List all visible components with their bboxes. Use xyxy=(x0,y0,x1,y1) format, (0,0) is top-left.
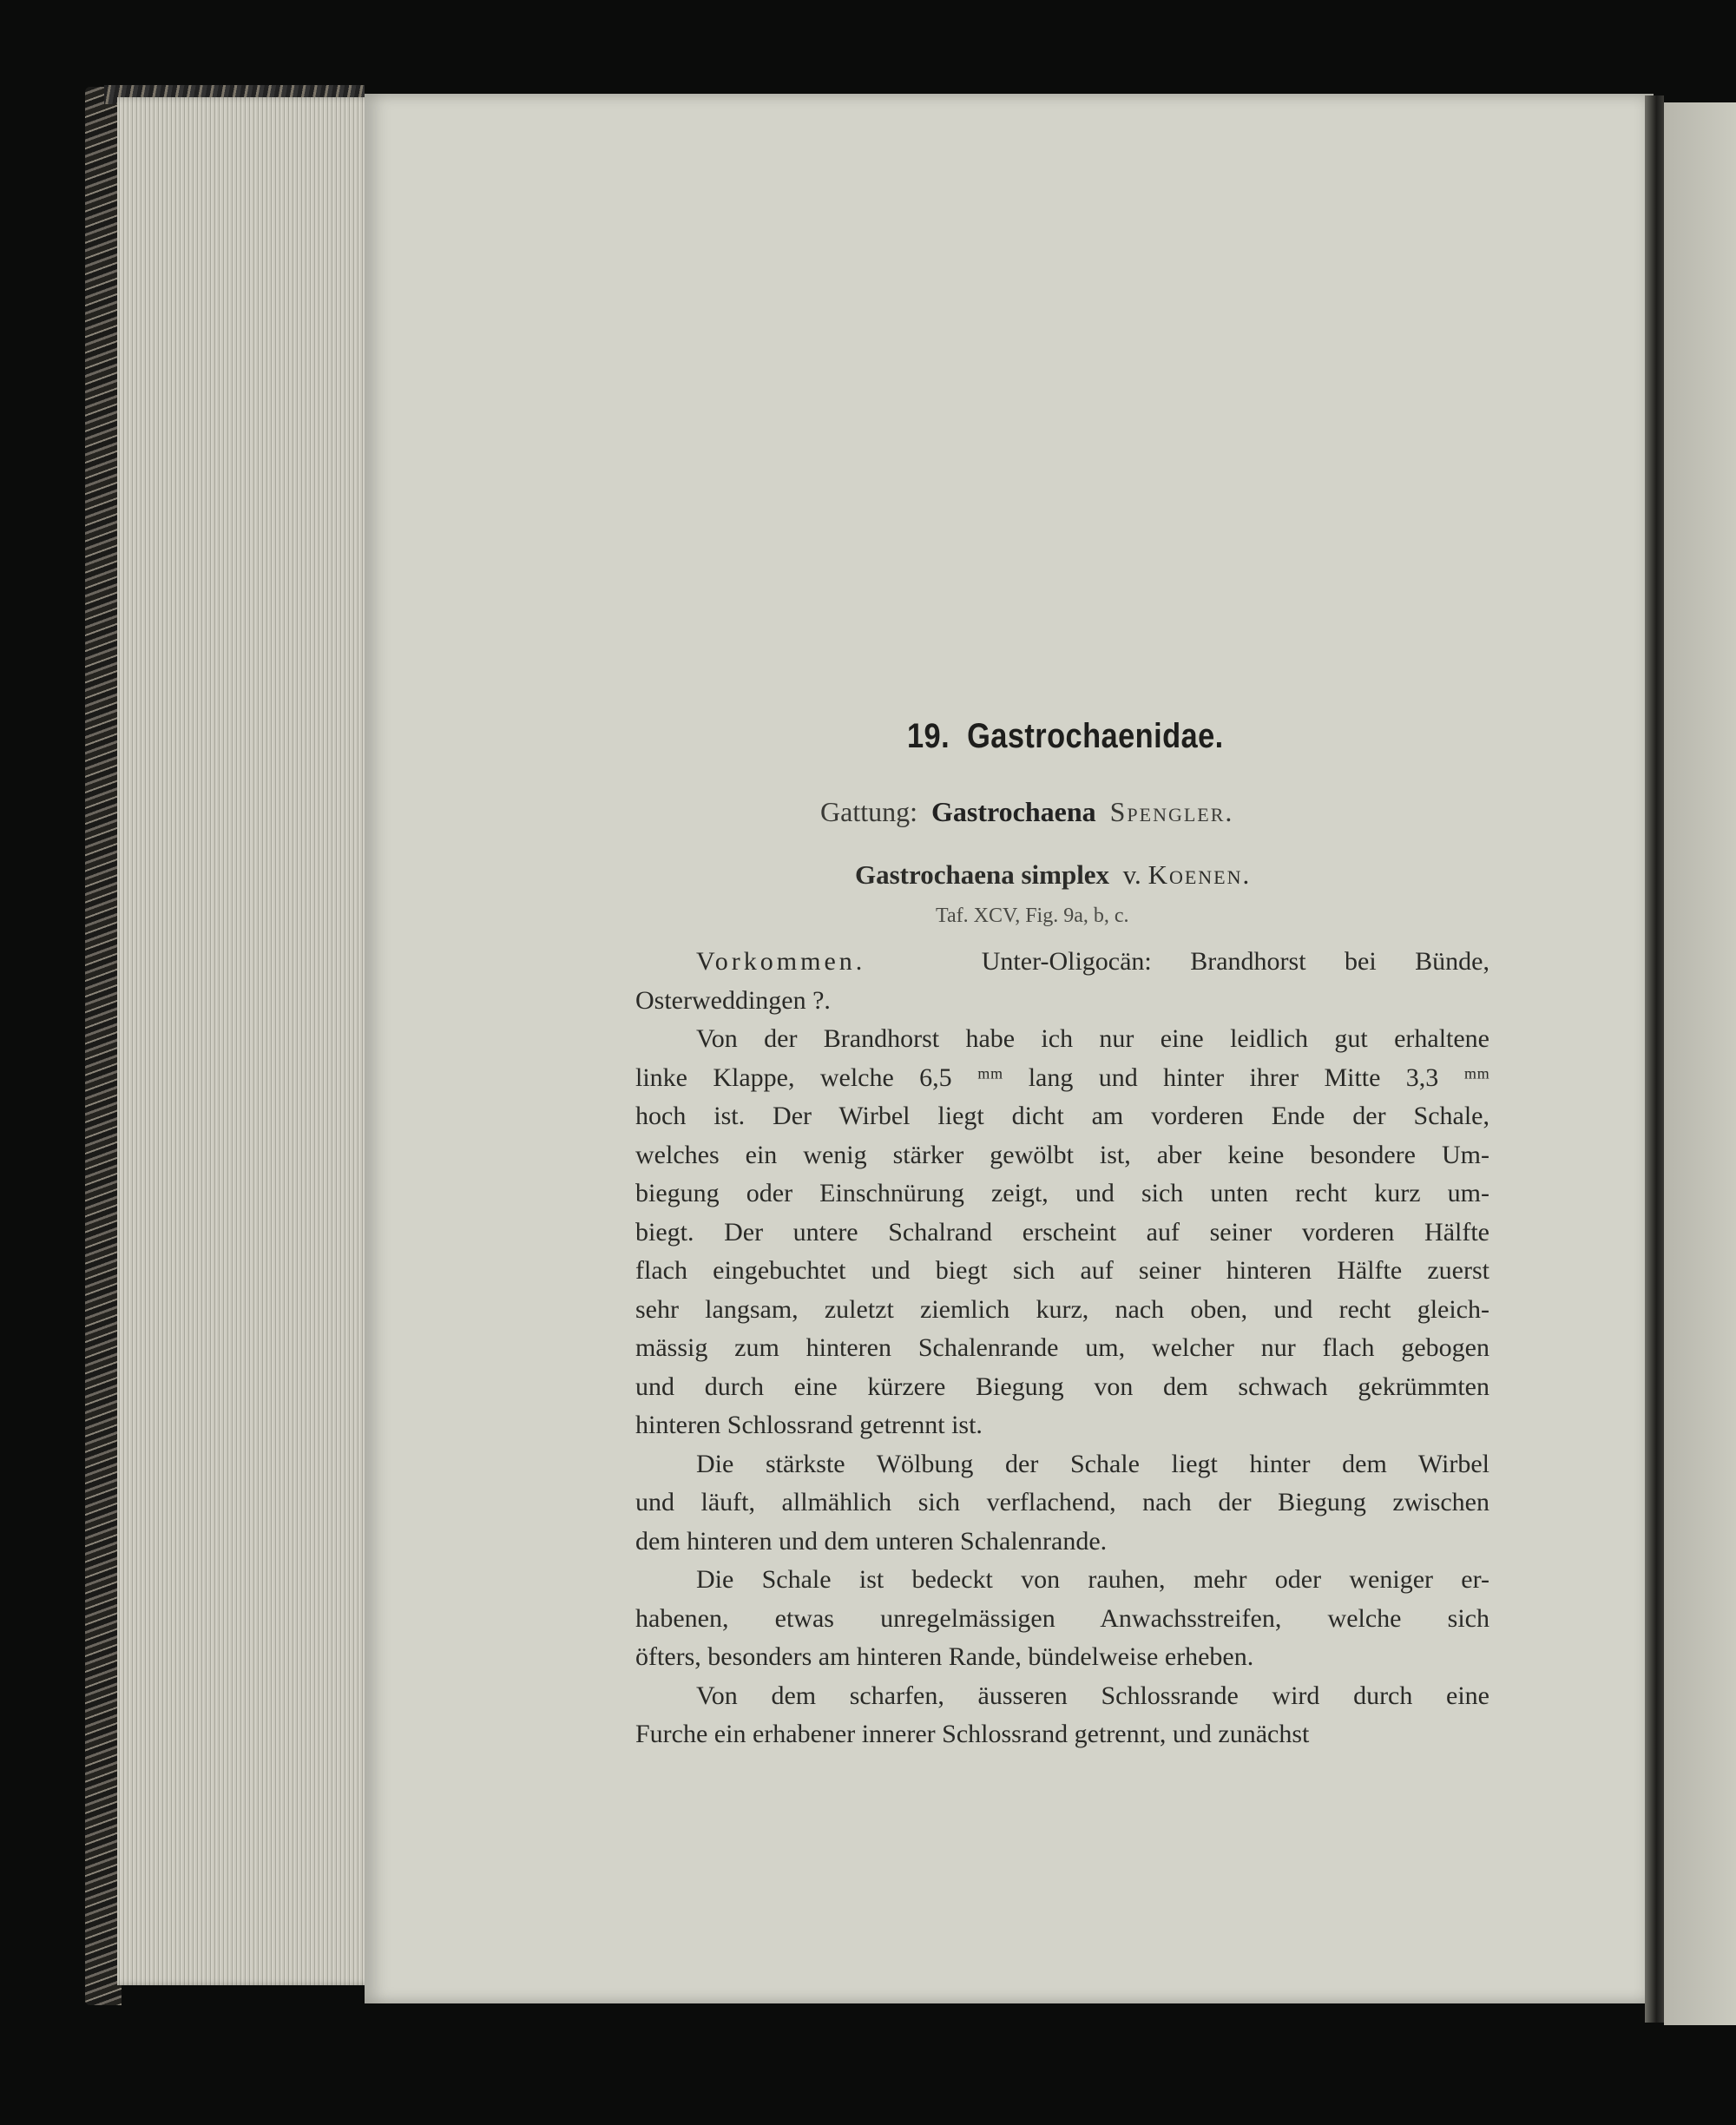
text-line: biegung oder Einschnürung zeigt, und sich unten recht kurz um- xyxy=(635,1179,1489,1207)
text-line: Furche ein erhabener innerer Schlossrand getrennt, und zunächst xyxy=(635,1720,1310,1748)
occurrence-text: Unter-Oligocän: Brandhorst bei Bünde, xyxy=(981,947,1489,976)
text-line: Die stärkste Wölbung der Schale liegt hinter dem Wirbel xyxy=(696,1449,1489,1478)
section-number: 19. xyxy=(907,717,950,755)
text-line: Osterweddingen ?. xyxy=(635,985,831,1015)
genus-author: Spengler. xyxy=(1109,796,1234,827)
section-title: Gastrochaenidae. xyxy=(967,717,1224,755)
text-line: und durch eine kürzere Biegung von dem schwach gekrümmten xyxy=(635,1372,1489,1401)
paragraph xyxy=(635,1677,1489,1754)
species-author-prefix: v. xyxy=(1122,859,1141,890)
occurrence-label: Vorkommen. xyxy=(696,947,866,976)
text-line: Die Schale ist bedeckt von rauhen, mehr oder weniger er- xyxy=(696,1565,1489,1594)
text-line: hoch ist. Der Wirbel liegt dicht am vorderen Ende der Schale, xyxy=(635,1102,1489,1130)
text-line: mässig zum hinteren Schalenrande um, welcher nur flach gebogen xyxy=(635,1333,1489,1362)
paragraph xyxy=(635,1020,1489,1445)
text-line: biegt. Der untere Schalrand erscheint auf seiner vorderen Hälfte xyxy=(635,1217,1489,1247)
text-line: Von dem scharfen, äusseren Schlossrande wird durch eine xyxy=(696,1681,1489,1710)
book-gutter xyxy=(1645,95,1664,2023)
species-name: Gastrochaena simplex xyxy=(855,859,1110,890)
body-text xyxy=(635,943,1489,1754)
plate-reference: Taf. XCV, Fig. 9a, b, c. xyxy=(936,905,1129,927)
text-line: linke Klappe, welche 6,5 ᵐᵐ lang und hinter ihrer Mitte 3,3 ᵐᵐ xyxy=(635,1062,1489,1092)
paragraph xyxy=(635,1561,1489,1677)
text-line: habenen, etwas unregelmässigen Anwachsstreifen, welche sich xyxy=(635,1603,1489,1633)
page-stack-edges xyxy=(117,97,378,1985)
text-line: dem hinteren und dem unteren Schalenrande. xyxy=(635,1526,1108,1556)
facing-page-edge xyxy=(1664,102,1736,2025)
text-line: öfters, besonders am hinteren Rande, bündelweise erheben. xyxy=(635,1642,1254,1671)
species-line xyxy=(855,859,1251,891)
text-line xyxy=(635,943,1489,982)
section-heading xyxy=(907,717,1224,769)
genus-line xyxy=(820,796,1233,828)
paragraphs xyxy=(635,1020,1489,1754)
text-line: flach eingebuchtet und biegt sich auf seiner hinteren Hälfte zuerst xyxy=(635,1256,1489,1285)
species-author: Koenen. xyxy=(1147,859,1252,890)
text-line: Von der Brandhorst habe ich nur eine leidlich gut erhaltene xyxy=(696,1024,1489,1053)
text-line: und läuft, allmählich sich verflachend, nach der Biegung zwischen xyxy=(635,1488,1489,1516)
text-line: sehr langsam, zuletzt ziemlich kurz, nach oben, und recht gleich- xyxy=(635,1294,1489,1324)
text-line: welches ein wenig stärker gewölbt ist, aber keine besondere Um- xyxy=(635,1140,1489,1169)
genus-prefix: Gattung: xyxy=(820,796,917,827)
occurrence-paragraph xyxy=(635,943,1489,982)
book-cover-edge xyxy=(85,87,122,2005)
text-line: hinteren Schlossrand getrennt ist. xyxy=(635,1411,983,1439)
paragraph xyxy=(635,1445,1489,1562)
genus-name: Gastrochaena xyxy=(930,796,1096,827)
